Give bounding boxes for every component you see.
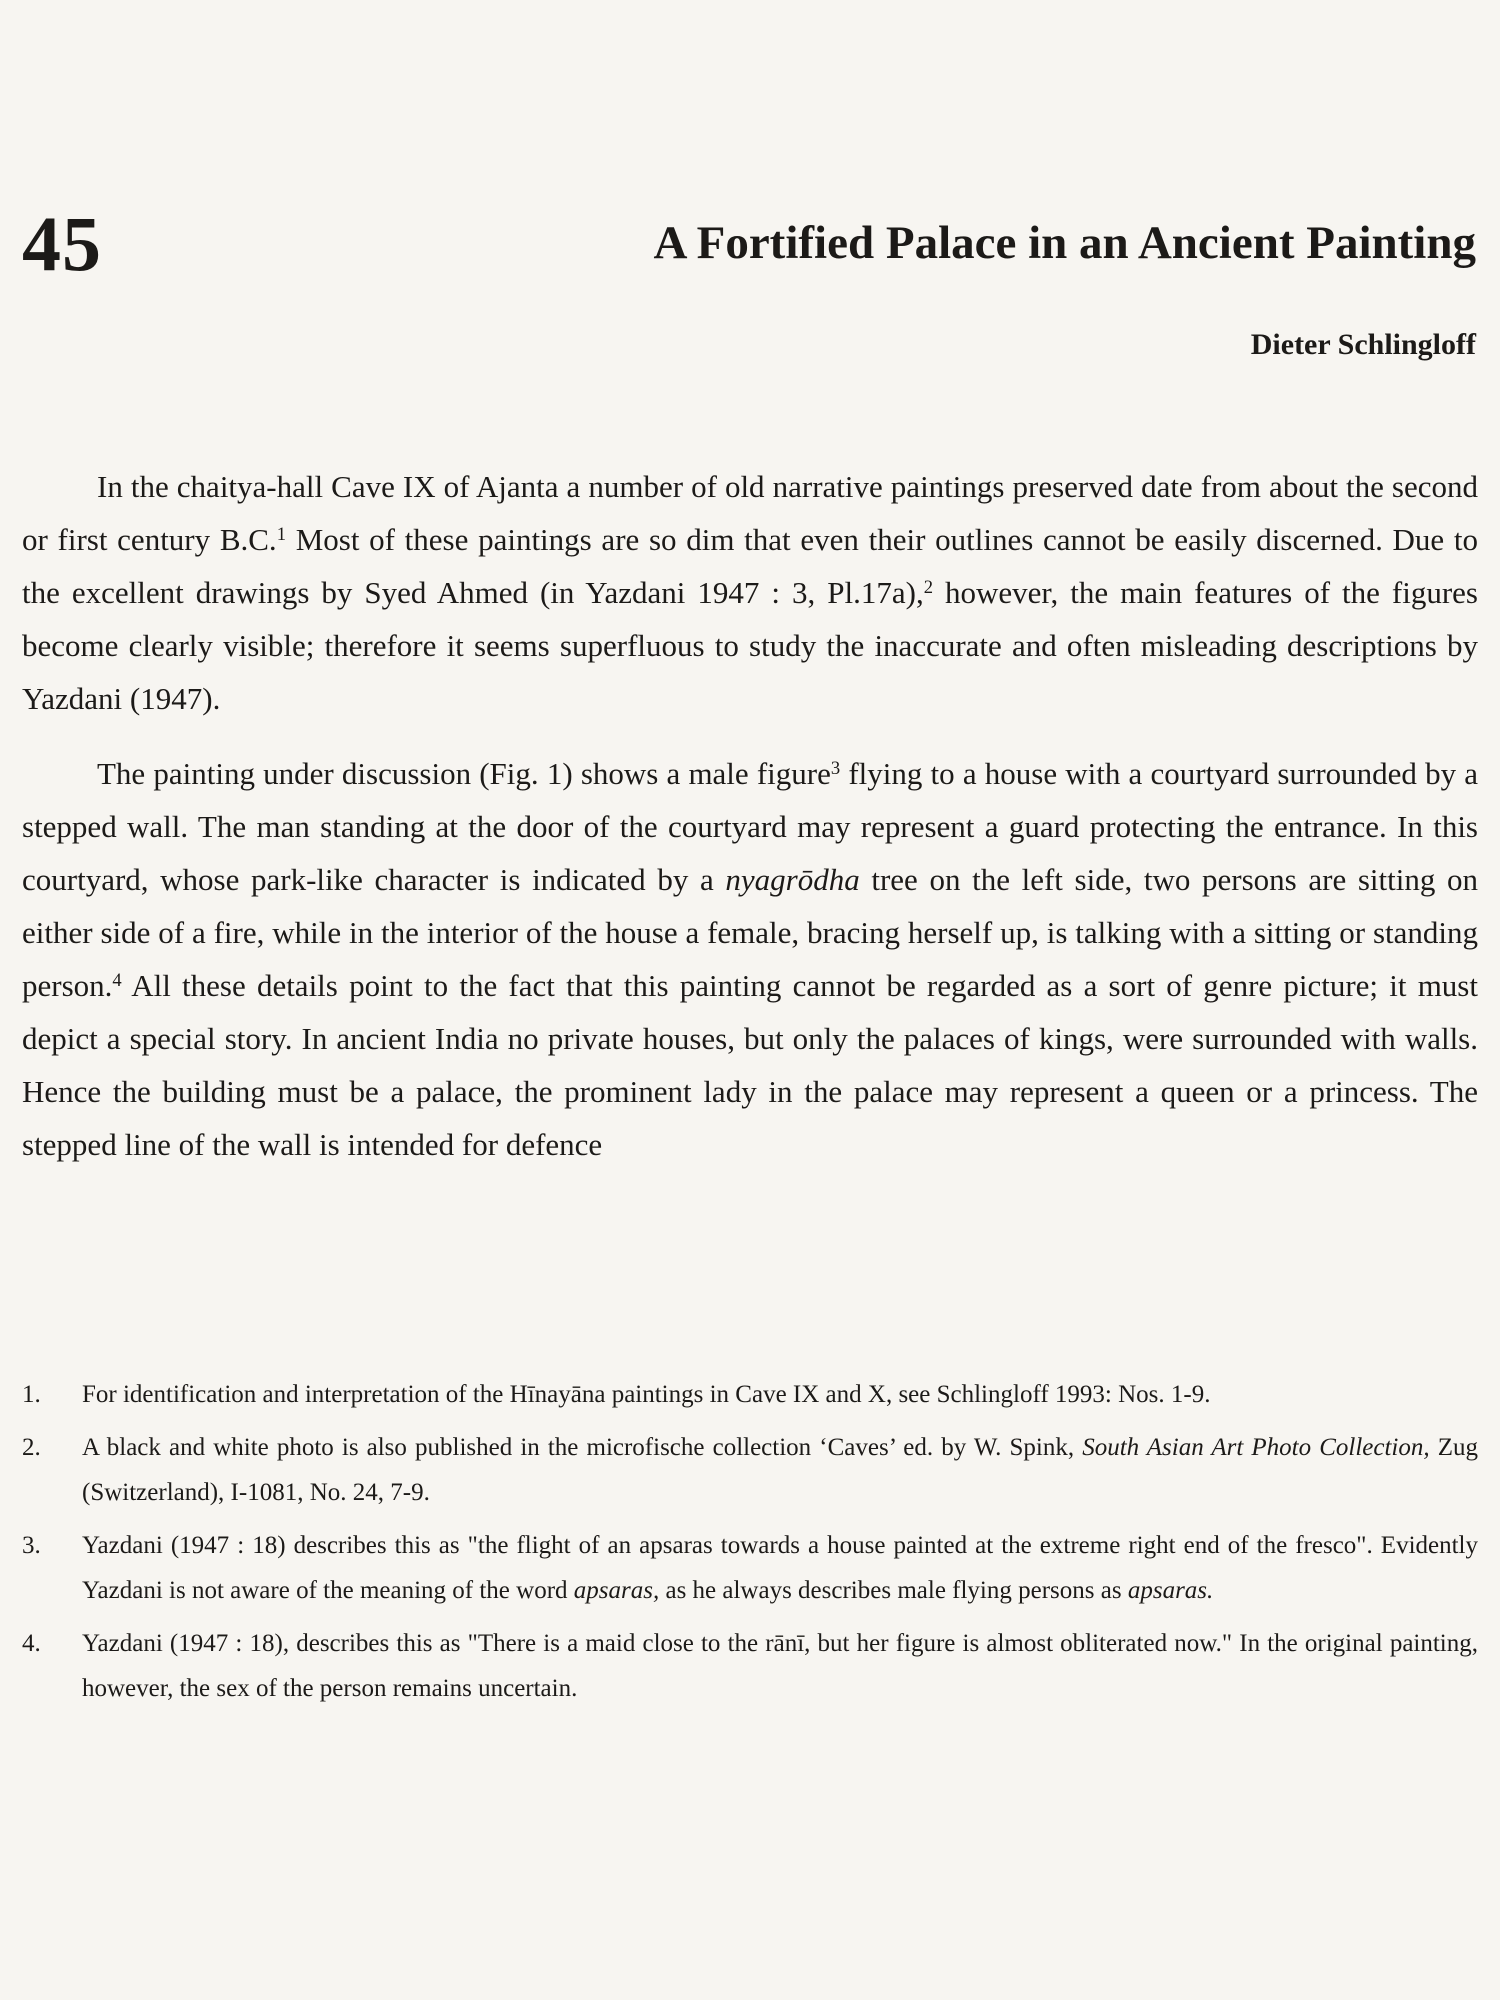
footnote-ref-3: 3 (830, 757, 841, 779)
footnote-text-part: A black and white photo is also published in the microfische collection ‘Caves’ ed. by W. Spink, (82, 1434, 1083, 1461)
paragraph-text: In the chaitya-hall Cave IX of Ajanta a number of old narrative paintings preserved date from about the second or first century B.C. (22, 469, 1478, 557)
paragraph-1 (22, 460, 1478, 725)
footnote-text-part: Zug (Switzerland), I-1081, No. 24, 7-9. (82, 1434, 1478, 1506)
paragraph-text: Most of these paintings are so dim that even their outlines cannot be easily discerned. Due to the excellent drawings by Syed Ahmed (in Yazdani 1947 : 3, Pl.17a), (22, 522, 1478, 610)
footnote-number: 3. (22, 1532, 41, 1559)
footnote-text (82, 1425, 1478, 1515)
chapter-title: A Fortified Palace in an Ancient Painting (653, 217, 1476, 269)
paragraph-text: however, the main features of the figures become clearly visible; therefore it seems superfluous to study the inaccurate and often misleading descriptions by Yazdani (1947). (22, 575, 1478, 716)
italic-term: apsaras, (573, 1577, 660, 1604)
paragraph-text: flying to a house with a courtyard surrounded by a stepped wall. The man standing at the door of the courtyard may represent a guard protecting the entrance. In this courtyard, whose park-like character is indicated by a (22, 756, 1478, 897)
footnote-4 (22, 1621, 1478, 1711)
footnote-text (82, 1372, 1478, 1417)
footnote-2 (22, 1425, 1478, 1515)
author-name: Dieter Schlingloff (1250, 328, 1476, 361)
paragraph-text: The painting under discussion (Fig. 1) shows a male figure (97, 756, 831, 791)
footnote-text (82, 1621, 1478, 1711)
body-text (22, 460, 1478, 1193)
footnote-3 (22, 1523, 1478, 1613)
footnote-ref-1: 1 (276, 523, 286, 545)
chapter-number: 45 (22, 200, 102, 287)
paragraph-2 (22, 747, 1478, 1171)
footnote-text-part: Yazdani (1947 : 18) describes this as "the flight of an apsaras towards a house painted at the extreme right end of the fresco". Evidently Yazdani is not aware of the meaning of the word (82, 1532, 1478, 1604)
footnote-1 (22, 1372, 1478, 1417)
footnote-ref-4: 4 (112, 969, 122, 991)
italic-title: South Asian Art Photo Collection, (1082, 1434, 1430, 1461)
footnote-text-part: as he always describes male flying persons as (659, 1577, 1128, 1604)
footnote-ref-2: 2 (923, 576, 934, 598)
italic-term: nyagrōdha (725, 862, 860, 897)
paragraph-text: All these details point to the fact that this painting cannot be regarded as a sort of genre picture; it must depict a special story. In ancient India no private houses, but only the palaces of kings, were surrounded with walls. Hence the building must be a palace, the prominent lady in the palace may represent a queen or a princess. The stepped line of the wall is intended for defence (22, 968, 1478, 1162)
footnote-number: 4. (22, 1630, 41, 1657)
footnote-text (82, 1523, 1478, 1613)
footnote-number: 1. (22, 1381, 41, 1408)
footnote-text-part: For identification and interpretation of the Hīnayāna paintings in Cave IX and X, see Schlingloff 1993: Nos. 1-9. (82, 1381, 1211, 1408)
italic-term: apsaras. (1127, 1577, 1214, 1604)
footnotes (22, 1372, 1478, 1719)
footnote-text-part: Yazdani (1947 : 18), describes this as "There is a maid close to the rānī, but her figure is almost obliterated now." In the original painting, however, the sex of the person remains uncertain. (82, 1630, 1478, 1702)
footnote-number: 2. (22, 1434, 41, 1461)
paragraph-text: tree on the left side, two persons are sitting on either side of a fire, while in the interior of the house a female, bracing herself up, is talking with a sitting or standing person. (22, 862, 1478, 1003)
